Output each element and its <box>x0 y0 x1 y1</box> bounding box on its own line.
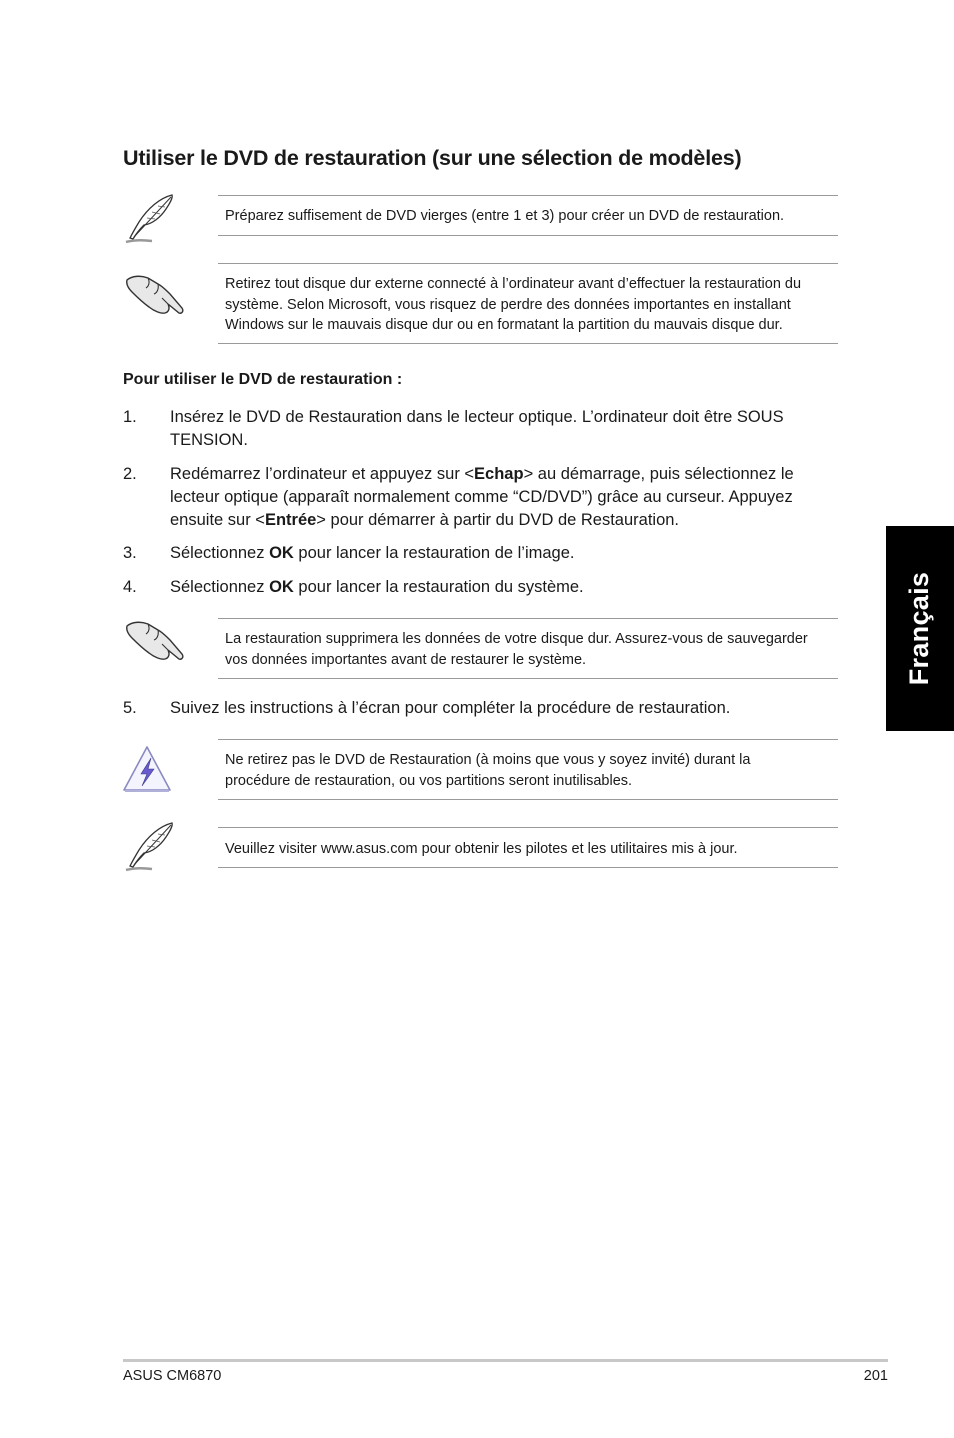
step-text: Sélectionnez <box>170 578 270 596</box>
ok-keyword: OK <box>269 578 294 596</box>
note-text: La restauration supprimera les données de votre disque dur. Assurez-vous de sauvegarder <box>225 631 808 647</box>
note-box <box>218 739 838 800</box>
pointing-hand-icon <box>124 616 186 666</box>
note-text: Préparez suffisement de DVD vierges (entre 1 et 3) pour créer un DVD de restauration. <box>225 208 785 224</box>
feather-pen-icon <box>122 820 178 876</box>
step-number: 5. <box>123 699 137 717</box>
ok-keyword: OK <box>269 544 294 562</box>
step-number: 3. <box>123 544 137 562</box>
step-text: ensuite sur < <box>170 511 265 529</box>
pointing-hand-icon <box>124 270 186 320</box>
note-text: Ne retirez pas le DVD de Restauration (à moins que vous y soyez invité) durant la <box>225 752 751 768</box>
step-text: Suivez les instructions à l’écran pour compléter la procédure de restauration. <box>170 699 731 717</box>
note-text: Retirez tout disque dur externe connecté à l’ordinateur avant d’effectuer la restauration du <box>225 276 802 292</box>
page-number: 201 <box>863 1368 888 1384</box>
note-box <box>218 827 838 868</box>
note-text: Windows sur le mauvais disque dur ou en formatant la partition du mauvais disque dur. <box>225 317 783 333</box>
step-text: lecteur optique (apparaît normalement comme “CD/DVD”) grâce au curseur. Appuyez <box>170 488 793 506</box>
step-number: 2. <box>123 465 137 483</box>
key-name: Echap <box>474 465 524 483</box>
warning-lightning-icon <box>121 744 173 794</box>
step-text: Insérez le DVD de Restauration dans le lecteur optique. L’ordinateur doit être SOUS <box>170 408 784 426</box>
language-label: Français <box>904 571 935 686</box>
note-text: vos données importantes avant de restaurer le système. <box>225 651 587 668</box>
step-text: Redémarrez l’ordinateur et appuyez sur < <box>170 465 475 483</box>
step-text: pour lancer la restauration du système. <box>293 578 584 596</box>
section-subheading: Pour utiliser le DVD de restauration : <box>123 371 403 388</box>
feather-pen-icon <box>122 192 178 248</box>
step-text: Sélectionnez <box>170 544 270 562</box>
language-side-tab <box>886 526 954 731</box>
step-text: pour lancer la restauration de l’image. <box>293 544 575 562</box>
note-box <box>218 263 838 344</box>
step-text: > pour démarrer à partir du DVD de Restauration. <box>316 511 680 529</box>
note-box <box>218 618 838 679</box>
step-text: > au démarrage, puis sélectionnez le <box>523 465 794 483</box>
note-text: système. Selon Microsoft, vous risquez de perdre des données importantes en installant <box>225 296 791 313</box>
note-text: Veuillez visiter www.asus.com pour obtenir les pilotes et les utilitaires mis à jour. <box>225 841 738 857</box>
step-number: 1. <box>123 408 137 426</box>
key-name: Entrée <box>264 511 317 529</box>
step-text: TENSION. <box>170 431 248 449</box>
page-title: Utiliser le DVD de restauration (sur une sélection de modèles) <box>123 146 742 170</box>
footer-model: ASUS CM6870 <box>123 1368 222 1384</box>
note-text: procédure de restauration, ou vos partitions seront inutilisables. <box>225 772 633 789</box>
step-number: 4. <box>123 578 137 596</box>
note-box <box>218 195 838 236</box>
footer-divider <box>123 1359 888 1362</box>
